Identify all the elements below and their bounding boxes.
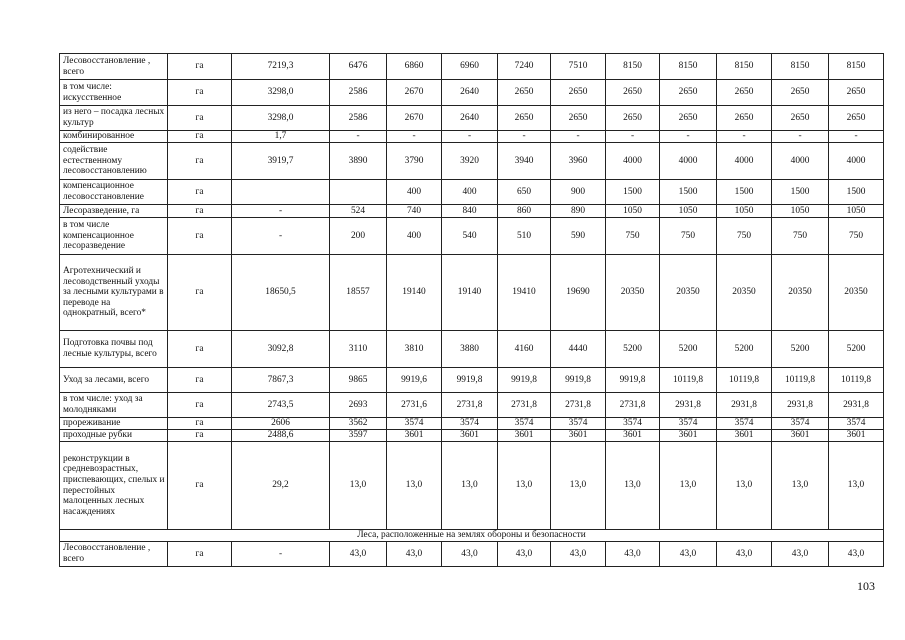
row-base-value: 18650,5	[232, 255, 330, 331]
row-value-cell: 43,0	[330, 542, 387, 567]
row-value-cell: 750	[717, 218, 772, 255]
row-unit: га	[168, 54, 232, 80]
row-value-cell: 20350	[717, 255, 772, 331]
row-label: Агротехнический и лесоводственный уходы за лесными культурами в переводе на однократный, всего*	[60, 255, 168, 331]
table-row	[60, 131, 884, 143]
row-value-cell: 3574	[498, 418, 551, 430]
row-value-cell: 740	[387, 205, 442, 218]
row-value-cell: 3601	[717, 430, 772, 442]
row-value-cell: 13,0	[442, 442, 498, 530]
table-row	[60, 442, 884, 530]
row-label: Лесовосстановление , всего	[60, 54, 168, 80]
row-value-cell: 9919,8	[442, 368, 498, 393]
row-value-cell: 43,0	[442, 542, 498, 567]
row-value-cell: 3574	[772, 418, 829, 430]
row-value-cell: 3880	[442, 331, 498, 368]
row-value-cell: 9919,6	[387, 368, 442, 393]
row-label: Лесовосстановление , всего	[60, 542, 168, 567]
row-unit: га	[168, 106, 232, 131]
row-value-cell: 200	[330, 218, 387, 255]
row-value-cell: 8150	[660, 54, 717, 80]
row-value-cell: 6960	[442, 54, 498, 80]
row-value-cell: 4000	[660, 143, 717, 180]
row-value-cell: 2650	[717, 80, 772, 106]
row-value-cell: 400	[442, 180, 498, 205]
row-unit: га	[168, 180, 232, 205]
row-value-cell: 2650	[498, 80, 551, 106]
row-value-cell: 2586	[330, 80, 387, 106]
row-value-cell: -	[498, 131, 551, 143]
row-value-cell: -	[606, 131, 660, 143]
row-value-cell: 510	[498, 218, 551, 255]
row-label: проходные рубки	[60, 430, 168, 442]
table-row	[60, 418, 884, 430]
row-base-value: 3919,7	[232, 143, 330, 180]
row-value-cell: 2670	[387, 106, 442, 131]
row-value-cell: 2650	[772, 80, 829, 106]
row-value-cell: 43,0	[551, 542, 606, 567]
row-value-cell: -	[829, 131, 884, 143]
row-value-cell	[330, 180, 387, 205]
row-value-cell: 2731,8	[498, 393, 551, 418]
row-base-value	[232, 180, 330, 205]
row-value-cell: 2650	[606, 80, 660, 106]
row-value-cell: 3597	[330, 430, 387, 442]
section-header-row	[60, 530, 884, 542]
row-value-cell: 19140	[387, 255, 442, 331]
row-value-cell: 5200	[772, 331, 829, 368]
row-value-cell: 43,0	[387, 542, 442, 567]
row-value-cell: 2640	[442, 106, 498, 131]
row-value-cell: 3574	[442, 418, 498, 430]
row-value-cell: 3601	[442, 430, 498, 442]
row-value-cell: 9919,8	[551, 368, 606, 393]
row-value-cell: 10119,8	[772, 368, 829, 393]
table-row	[60, 368, 884, 393]
row-base-value: 1,7	[232, 131, 330, 143]
row-value-cell: 13,0	[606, 442, 660, 530]
row-value-cell: 3920	[442, 143, 498, 180]
row-base-value: 3298,0	[232, 106, 330, 131]
row-value-cell: 10119,8	[660, 368, 717, 393]
row-value-cell: 4440	[551, 331, 606, 368]
row-value-cell: 43,0	[772, 542, 829, 567]
row-value-cell: 890	[551, 205, 606, 218]
row-value-cell: 2731,8	[551, 393, 606, 418]
row-value-cell: 2650	[551, 106, 606, 131]
row-value-cell: 3574	[829, 418, 884, 430]
row-value-cell: 2731,8	[606, 393, 660, 418]
row-value-cell: 7240	[498, 54, 551, 80]
row-value-cell: 13,0	[772, 442, 829, 530]
row-value-cell: 2650	[829, 80, 884, 106]
row-value-cell: 750	[606, 218, 660, 255]
row-value-cell: 43,0	[498, 542, 551, 567]
row-base-value: 29,2	[232, 442, 330, 530]
row-value-cell: 20350	[660, 255, 717, 331]
row-value-cell: 6476	[330, 54, 387, 80]
row-label: компенсационное лесовосстановление	[60, 180, 168, 205]
row-value-cell: 3574	[717, 418, 772, 430]
row-label: Подготовка почвы под лесные культуры, всего	[60, 331, 168, 368]
row-value-cell: 2586	[330, 106, 387, 131]
row-value-cell: -	[442, 131, 498, 143]
table-row	[60, 80, 884, 106]
row-value-cell: 2650	[498, 106, 551, 131]
row-value-cell: 860	[498, 205, 551, 218]
row-value-cell: 10119,8	[717, 368, 772, 393]
row-value-cell: -	[772, 131, 829, 143]
row-value-cell: 13,0	[551, 442, 606, 530]
row-value-cell: -	[660, 131, 717, 143]
row-label: из него – посадка лесных культур	[60, 106, 168, 131]
row-value-cell: 900	[551, 180, 606, 205]
row-unit: га	[168, 218, 232, 255]
row-value-cell: -	[551, 131, 606, 143]
row-base-value: 7219,3	[232, 54, 330, 80]
row-value-cell: 8150	[717, 54, 772, 80]
row-value-cell: 3574	[606, 418, 660, 430]
row-value-cell: 9919,8	[606, 368, 660, 393]
row-unit: га	[168, 393, 232, 418]
row-value-cell: 1050	[829, 205, 884, 218]
row-value-cell: 19410	[498, 255, 551, 331]
row-value-cell: 750	[660, 218, 717, 255]
row-base-value: -	[232, 542, 330, 567]
row-value-cell: 750	[772, 218, 829, 255]
row-label: содействие естественному лесовосстановлению	[60, 143, 168, 180]
row-value-cell: 524	[330, 205, 387, 218]
row-value-cell: 6860	[387, 54, 442, 80]
row-value-cell: 3574	[660, 418, 717, 430]
row-value-cell: 1500	[660, 180, 717, 205]
row-unit: га	[168, 331, 232, 368]
row-value-cell: 13,0	[829, 442, 884, 530]
row-value-cell: 2650	[551, 80, 606, 106]
page-number: 103	[857, 579, 875, 593]
row-value-cell: 2650	[829, 106, 884, 131]
row-value-cell: 3890	[330, 143, 387, 180]
row-value-cell: 3960	[551, 143, 606, 180]
table-row	[60, 205, 884, 218]
row-value-cell: 4000	[717, 143, 772, 180]
row-value-cell: 3574	[551, 418, 606, 430]
row-unit: га	[168, 143, 232, 180]
row-label: в том числе: искусственное	[60, 80, 168, 106]
row-value-cell: 2731,8	[442, 393, 498, 418]
row-value-cell: 3601	[551, 430, 606, 442]
row-unit: га	[168, 80, 232, 106]
table-row	[60, 393, 884, 418]
row-value-cell: 3601	[606, 430, 660, 442]
row-value-cell: 4000	[772, 143, 829, 180]
row-base-value: -	[232, 218, 330, 255]
table-row	[60, 106, 884, 131]
row-value-cell: 2650	[660, 80, 717, 106]
row-value-cell: 3574	[387, 418, 442, 430]
row-label: в том числе компенсационное лесоразведение	[60, 218, 168, 255]
row-base-value: 3092,8	[232, 331, 330, 368]
row-value-cell: 2931,8	[660, 393, 717, 418]
row-value-cell: 3940	[498, 143, 551, 180]
row-value-cell: 1050	[660, 205, 717, 218]
row-label: Лесоразведение, га	[60, 205, 168, 218]
row-value-cell: 2650	[660, 106, 717, 131]
table-row	[60, 180, 884, 205]
row-base-value: -	[232, 205, 330, 218]
row-label: Уход за лесами, всего	[60, 368, 168, 393]
row-value-cell: 2650	[606, 106, 660, 131]
row-value-cell: 3601	[387, 430, 442, 442]
row-value-cell: 2650	[772, 106, 829, 131]
row-value-cell: 19140	[442, 255, 498, 331]
row-value-cell: 13,0	[330, 442, 387, 530]
row-value-cell: 43,0	[606, 542, 660, 567]
row-value-cell: 3601	[660, 430, 717, 442]
table-row	[60, 54, 884, 80]
row-value-cell: 43,0	[717, 542, 772, 567]
row-unit: га	[168, 205, 232, 218]
row-value-cell: 8150	[606, 54, 660, 80]
row-value-cell: 2731,6	[387, 393, 442, 418]
row-value-cell: 8150	[772, 54, 829, 80]
row-unit: га	[168, 131, 232, 143]
row-value-cell: 3601	[829, 430, 884, 442]
row-value-cell: 43,0	[829, 542, 884, 567]
table-row	[60, 542, 884, 567]
row-value-cell: 7510	[551, 54, 606, 80]
row-value-cell: 20350	[606, 255, 660, 331]
row-value-cell: 2931,8	[717, 393, 772, 418]
row-label: реконструкции в средневозрастных, приспевающих, спелых и перестойных малоценных лесных насаждениях	[60, 442, 168, 530]
row-value-cell: 2931,8	[829, 393, 884, 418]
row-base-value: 2606	[232, 418, 330, 430]
row-value-cell: 1500	[606, 180, 660, 205]
row-value-cell: 2670	[387, 80, 442, 106]
row-value-cell: 19690	[551, 255, 606, 331]
row-value-cell: 3110	[330, 331, 387, 368]
row-value-cell: 400	[387, 180, 442, 205]
table-row	[60, 255, 884, 331]
section-title: Леса, расположенные на землях обороны и безопасности	[60, 530, 884, 542]
row-unit: га	[168, 542, 232, 567]
forest-activities-table	[59, 53, 884, 567]
row-label: в том числе: уход за молодняками	[60, 393, 168, 418]
row-value-cell: 20350	[829, 255, 884, 331]
row-value-cell: 3810	[387, 331, 442, 368]
row-value-cell: 20350	[772, 255, 829, 331]
row-value-cell: 3601	[772, 430, 829, 442]
row-value-cell: 9919,8	[498, 368, 551, 393]
row-value-cell: 1050	[772, 205, 829, 218]
row-value-cell: 13,0	[717, 442, 772, 530]
row-value-cell: 2931,8	[772, 393, 829, 418]
table-body	[60, 54, 884, 567]
row-value-cell: 1050	[606, 205, 660, 218]
row-value-cell: -	[387, 131, 442, 143]
row-value-cell: 13,0	[660, 442, 717, 530]
row-value-cell: 3562	[330, 418, 387, 430]
row-value-cell: 1500	[717, 180, 772, 205]
row-value-cell: 3790	[387, 143, 442, 180]
row-base-value: 3298,0	[232, 80, 330, 106]
row-value-cell: 540	[442, 218, 498, 255]
row-value-cell: 1500	[829, 180, 884, 205]
row-label: прореживание	[60, 418, 168, 430]
row-unit: га	[168, 255, 232, 331]
table-row	[60, 143, 884, 180]
row-value-cell: 590	[551, 218, 606, 255]
row-value-cell: 2650	[717, 106, 772, 131]
row-value-cell: 13,0	[498, 442, 551, 530]
table-row	[60, 331, 884, 368]
row-value-cell: 18557	[330, 255, 387, 331]
row-base-value: 2743,5	[232, 393, 330, 418]
row-value-cell: 650	[498, 180, 551, 205]
row-value-cell: 5200	[606, 331, 660, 368]
row-value-cell: 4000	[829, 143, 884, 180]
row-label: комбинированное	[60, 131, 168, 143]
row-value-cell: -	[330, 131, 387, 143]
row-value-cell: 10119,8	[829, 368, 884, 393]
row-value-cell: 750	[829, 218, 884, 255]
row-unit: га	[168, 418, 232, 430]
row-unit: га	[168, 368, 232, 393]
row-value-cell: 13,0	[387, 442, 442, 530]
row-unit: га	[168, 430, 232, 442]
row-value-cell: 3601	[498, 430, 551, 442]
row-value-cell: 9865	[330, 368, 387, 393]
row-value-cell: 43,0	[660, 542, 717, 567]
row-value-cell: 2693	[330, 393, 387, 418]
table-row	[60, 218, 884, 255]
row-value-cell: 400	[387, 218, 442, 255]
row-value-cell: -	[717, 131, 772, 143]
row-base-value: 7867,3	[232, 368, 330, 393]
row-value-cell: 5200	[660, 331, 717, 368]
row-value-cell: 1050	[717, 205, 772, 218]
row-unit: га	[168, 442, 232, 530]
row-base-value: 2488,6	[232, 430, 330, 442]
table-row	[60, 430, 884, 442]
row-value-cell: 840	[442, 205, 498, 218]
row-value-cell: 5200	[717, 331, 772, 368]
row-value-cell: 1500	[772, 180, 829, 205]
row-value-cell: 2640	[442, 80, 498, 106]
row-value-cell: 8150	[829, 54, 884, 80]
row-value-cell: 4000	[606, 143, 660, 180]
row-value-cell: 4160	[498, 331, 551, 368]
row-value-cell: 5200	[829, 331, 884, 368]
